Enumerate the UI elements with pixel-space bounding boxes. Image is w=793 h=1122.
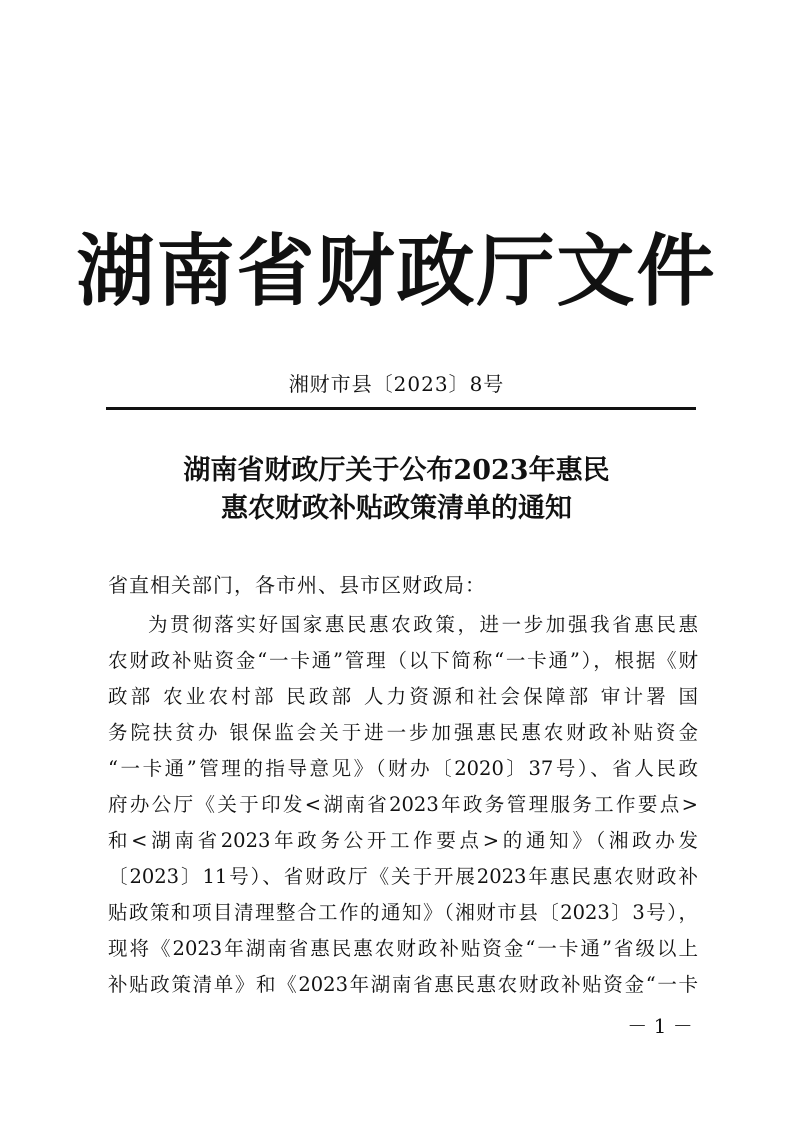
body-line: 政部 农业农村部 民政部 人力资源和社会保障部 审计署 国 xyxy=(108,685,698,708)
body-line: 现将《2023年湖南省惠民惠农财政补贴资金“一卡通”省级以上 xyxy=(108,937,698,960)
document-header-title: 湖南省财政厅文件 xyxy=(76,226,717,317)
body-line: 农财政补贴资金“一卡通”管理（以下简称“一卡通”），根据《财 xyxy=(108,649,698,672)
body-line: 务院扶贫办 银保监会关于进一步加强惠民惠农财政补贴资金 xyxy=(108,721,698,744)
body-line: 府办公厅《关于印发<湖南省2023年政务管理服务工作要点> xyxy=(108,793,698,816)
body-line: 〔2023〕11号）、省财政厅《关于开展2023年惠民惠农财政补 xyxy=(108,865,698,888)
body-line: 和<湖南省2023年政务公开工作要点>的通知》（湘政办发 xyxy=(108,829,698,852)
page-number: － 1 － xyxy=(627,1014,693,1038)
document-title-line-1: 湖南省财政厅关于公布2023年惠民 xyxy=(183,455,610,486)
header-divider xyxy=(106,407,696,410)
body-line: 为贯彻落实好国家惠民惠农政策，进一步加强我省惠民惠 xyxy=(148,613,698,636)
body-line: 贴政策和项目清理整合工作的通知》（湘财市县〔2023〕3号）， xyxy=(108,901,698,924)
body-text xyxy=(108,607,698,1003)
document-title xyxy=(0,452,793,528)
body-line: 补贴政策清单》和《2023年湖南省惠民惠农财政补贴资金“一卡 xyxy=(108,973,698,996)
body-line: “一卡通”管理的指导意见》（财办〔2020〕37号）、省人民政 xyxy=(108,757,698,780)
document-number: 湘财市县〔2023〕8号 xyxy=(288,372,505,396)
addressee: 省直相关部门，各市州、县市区财政局： xyxy=(108,573,486,597)
document-title-line-2: 惠农财政补贴政策清单的通知 xyxy=(221,493,572,524)
